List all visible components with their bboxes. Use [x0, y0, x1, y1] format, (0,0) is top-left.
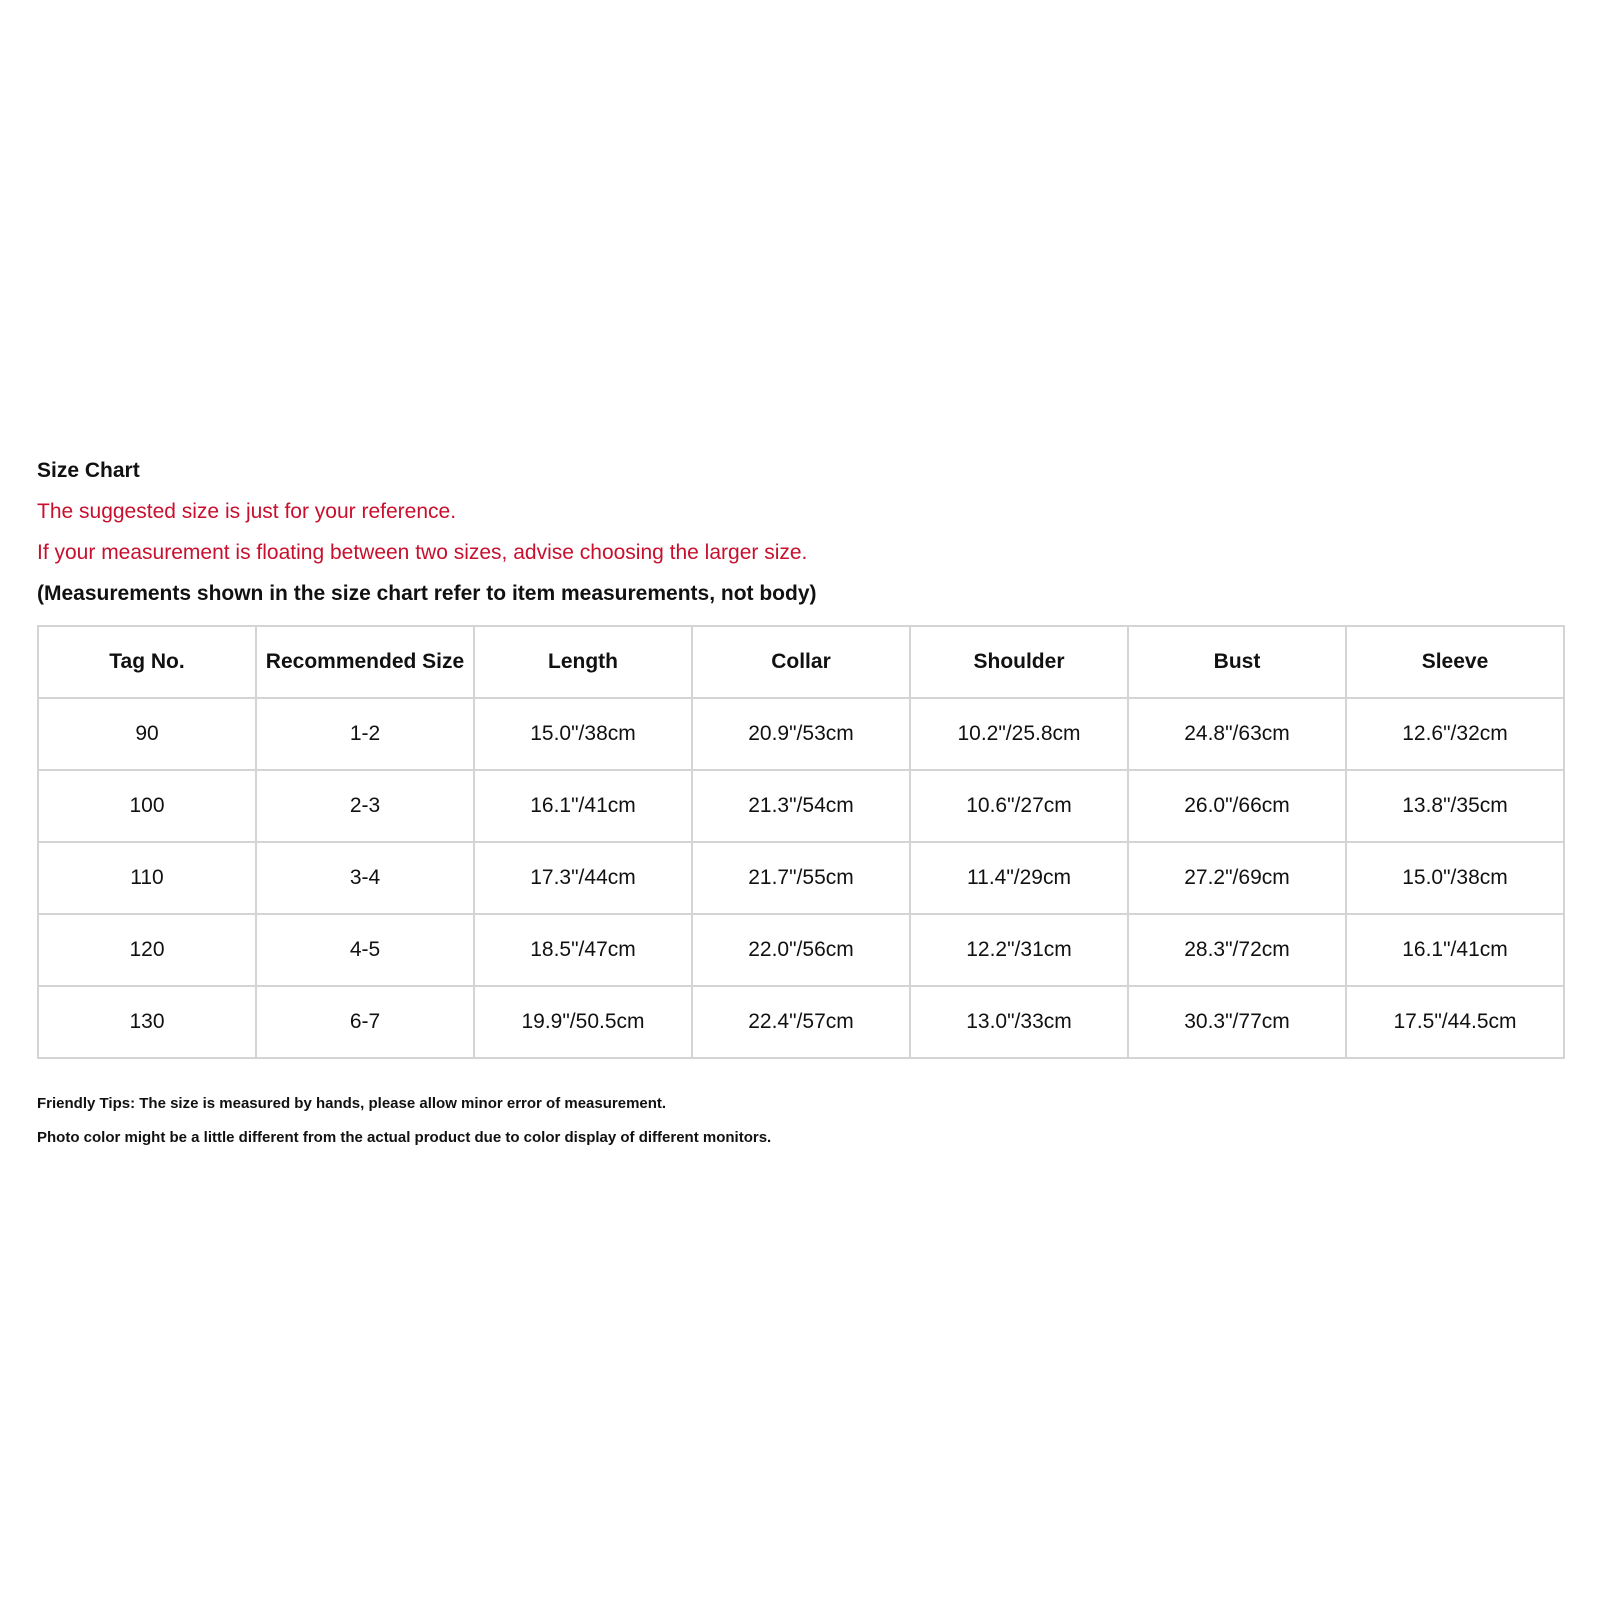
- cell-collar: 21.7"/55cm: [692, 842, 910, 914]
- cell-tag-no: 120: [38, 914, 256, 986]
- photo-color-tip: Photo color might be a little different from the actual product due to color display of different monitors.: [37, 1129, 772, 1146]
- cell-recommended-size: 6-7: [256, 986, 474, 1058]
- cell-length: 16.1"/41cm: [474, 770, 692, 842]
- header-recommended-size: Recommended Size: [256, 626, 474, 698]
- cell-length: 15.0"/38cm: [474, 698, 692, 770]
- cell-sleeve: 16.1"/41cm: [1346, 914, 1564, 986]
- table-row: [38, 914, 1564, 986]
- cell-shoulder: 13.0"/33cm: [910, 986, 1128, 1058]
- cell-collar: 20.9"/53cm: [692, 698, 910, 770]
- size-table: [37, 625, 1565, 1059]
- reference-note: The suggested size is just for your reference.: [37, 500, 457, 523]
- cell-length: 19.9"/50.5cm: [474, 986, 692, 1058]
- cell-length: 17.3"/44cm: [474, 842, 692, 914]
- size-chart-section: [37, 458, 1567, 1146]
- size-advice-note: If your measurement is floating between two sizes, advise choosing the larger size.: [37, 541, 808, 564]
- cell-recommended-size: 1-2: [256, 698, 474, 770]
- table-row: [38, 698, 1564, 770]
- cell-shoulder: 10.2"/25.8cm: [910, 698, 1128, 770]
- cell-bust: 30.3"/77cm: [1128, 986, 1346, 1058]
- cell-sleeve: 15.0"/38cm: [1346, 842, 1564, 914]
- table-row: [38, 986, 1564, 1058]
- cell-recommended-size: 2-3: [256, 770, 474, 842]
- cell-bust: 24.8"/63cm: [1128, 698, 1346, 770]
- header-sleeve: Sleeve: [1346, 626, 1564, 698]
- header-collar: Collar: [692, 626, 910, 698]
- header-length: Length: [474, 626, 692, 698]
- cell-sleeve: 17.5"/44.5cm: [1346, 986, 1564, 1058]
- measurement-note: (Measurements shown in the size chart refer to item measurements, not body): [37, 582, 817, 605]
- cell-sleeve: 12.6"/32cm: [1346, 698, 1564, 770]
- cell-shoulder: 11.4"/29cm: [910, 842, 1128, 914]
- cell-length: 18.5"/47cm: [474, 914, 692, 986]
- cell-recommended-size: 4-5: [256, 914, 474, 986]
- cell-shoulder: 12.2"/31cm: [910, 914, 1128, 986]
- cell-bust: 27.2"/69cm: [1128, 842, 1346, 914]
- cell-tag-no: 90: [38, 698, 256, 770]
- table-row: [38, 770, 1564, 842]
- page-title: Size Chart: [37, 459, 140, 482]
- cell-collar: 21.3"/54cm: [692, 770, 910, 842]
- cell-recommended-size: 3-4: [256, 842, 474, 914]
- cell-shoulder: 10.6"/27cm: [910, 770, 1128, 842]
- cell-tag-no: 110: [38, 842, 256, 914]
- friendly-tips: Friendly Tips: The size is measured by hands, please allow minor error of measurement.: [37, 1095, 667, 1112]
- cell-bust: 28.3"/72cm: [1128, 914, 1346, 986]
- header-bust: Bust: [1128, 626, 1346, 698]
- cell-tag-no: 130: [38, 986, 256, 1058]
- table-row: [38, 842, 1564, 914]
- table-header-row: [38, 626, 1564, 698]
- cell-collar: 22.0"/56cm: [692, 914, 910, 986]
- tips-section: [37, 1094, 771, 1148]
- cell-bust: 26.0"/66cm: [1128, 770, 1346, 842]
- cell-sleeve: 13.8"/35cm: [1346, 770, 1564, 842]
- header-shoulder: Shoulder: [910, 626, 1128, 698]
- header-tag-no: Tag No.: [38, 626, 256, 698]
- cell-collar: 22.4"/57cm: [692, 986, 910, 1058]
- cell-tag-no: 100: [38, 770, 256, 842]
